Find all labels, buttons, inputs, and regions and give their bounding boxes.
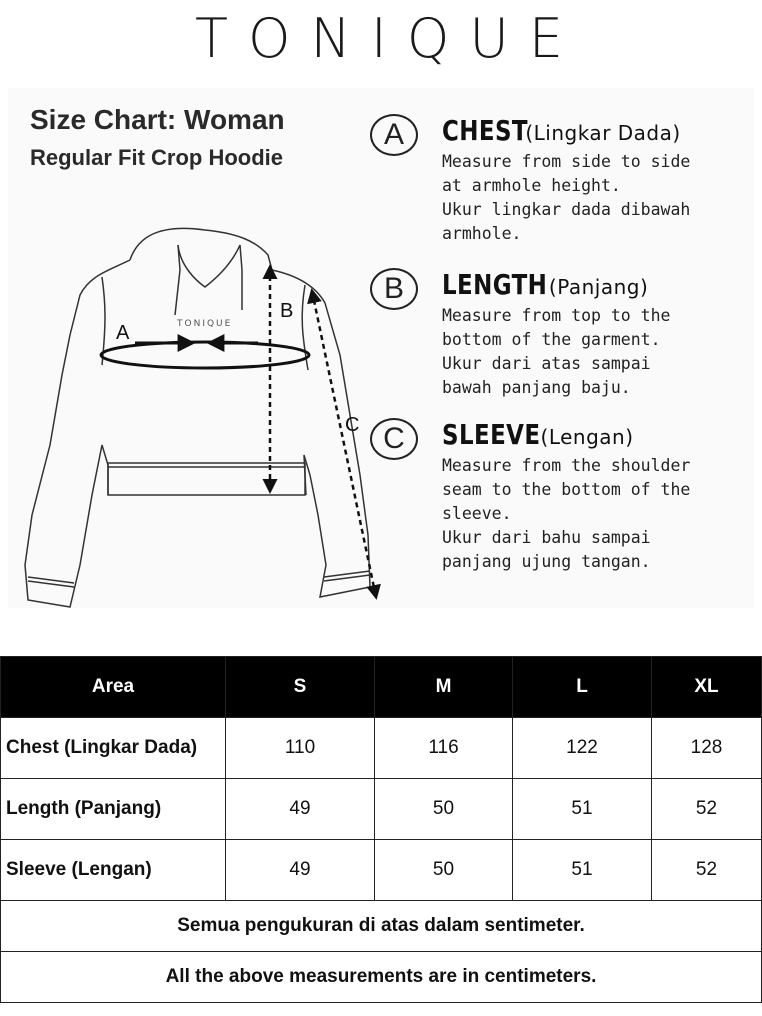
- cell-value: 110: [226, 718, 375, 779]
- chart-title: Size Chart: Woman: [30, 104, 285, 135]
- cell-value: 122: [513, 718, 652, 779]
- table-header-row: [1, 657, 762, 718]
- letter-b-badge: B: [370, 268, 418, 310]
- sleeve-description: Measure from the shoulder seam to the bottom of the sleeve. Ukur dari bahu sampai panjang ujung tangan.: [442, 456, 691, 571]
- hoodie-diagram: [20, 215, 400, 615]
- chest-description: Measure from side to side at armhole height. Ukur lingkar dada dibawah armhole.: [442, 152, 691, 243]
- cell-value: 49: [226, 840, 375, 901]
- table-row: [1, 840, 762, 901]
- cell-value: 52: [652, 779, 762, 840]
- note-row-en: [1, 952, 762, 1003]
- cell-value: 51: [513, 840, 652, 901]
- chest-heading-id: (Lingkar Dada): [525, 121, 681, 145]
- table-row: [1, 779, 762, 840]
- cell-value: 51: [513, 779, 652, 840]
- letter-c-badge: C: [370, 418, 418, 460]
- letter-a-badge: A: [370, 114, 418, 156]
- label-b: B: [280, 300, 294, 322]
- row-label: Chest (Lingkar Dada): [1, 718, 226, 779]
- chest-heading: CHEST: [442, 114, 528, 147]
- sleeve-heading: SLEEVE: [442, 418, 541, 451]
- length-description: Measure from top to the bottom of the garment. Ukur dari atas sampai bawah panjang baju.: [442, 306, 671, 397]
- label-c: C: [345, 414, 360, 436]
- size-table: [0, 656, 762, 1003]
- header-s: S: [226, 657, 375, 718]
- header-l: L: [513, 657, 652, 718]
- label-a: A: [116, 322, 130, 344]
- row-label: Sleeve (Lengan): [1, 840, 226, 901]
- header-m: M: [375, 657, 513, 718]
- cell-value: 116: [375, 718, 513, 779]
- cell-value: 128: [652, 718, 762, 779]
- chart-subtitle: Regular Fit Crop Hoodie: [30, 145, 283, 170]
- length-heading-id: (Panjang): [548, 275, 649, 299]
- table-row: [1, 718, 762, 779]
- sleeve-heading-id: (Lengan): [540, 425, 634, 449]
- header-area: Area: [1, 657, 226, 718]
- length-heading: LENGTH: [442, 268, 548, 301]
- cell-value: 49: [226, 779, 375, 840]
- cell-value: 50: [375, 840, 513, 901]
- note-english: All the above measurements are in centimeters.: [1, 952, 762, 1003]
- brand-logo: TONIQUE: [195, 7, 583, 70]
- note-indonesian: Semua pengukuran di atas dalam sentimeter.: [1, 901, 762, 952]
- note-row-id: [1, 901, 762, 952]
- cell-value: 50: [375, 779, 513, 840]
- row-label: Length (Panjang): [1, 779, 226, 840]
- hoodie-logo: TONIQUE: [177, 319, 233, 329]
- header-xl: XL: [652, 657, 762, 718]
- cell-value: 52: [652, 840, 762, 901]
